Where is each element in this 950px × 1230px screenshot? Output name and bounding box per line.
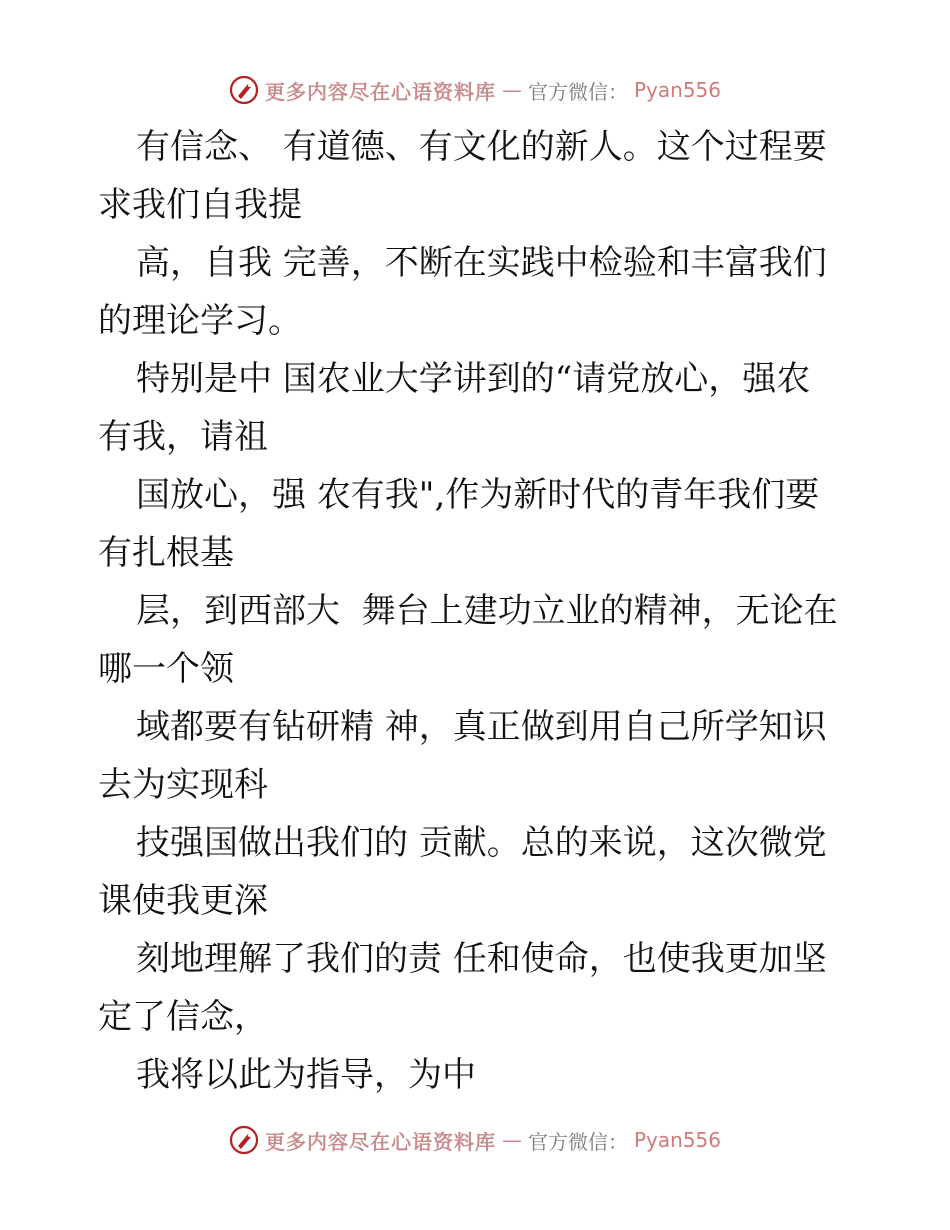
text-line: 定了信念，	[98, 997, 268, 1037]
text-line: 我将以此为指导，为中	[136, 1055, 476, 1095]
text-line: 层，到西部大 舞台上建功立业的精神，无论在	[136, 591, 838, 631]
text-line: 有我，请祖	[98, 417, 268, 457]
watermark-dash: —	[501, 1128, 522, 1152]
watermark-id: Pyan556	[633, 1128, 721, 1152]
pen-nib-circle-icon	[229, 75, 259, 105]
text-line: 去为实现科	[98, 765, 268, 805]
watermark-text: 更多内容尽在心语资料库	[264, 1129, 496, 1154]
footer-watermark	[0, 1120, 950, 1160]
text-line: 求我们自我提	[98, 185, 302, 225]
text-line: 哪一个领	[98, 649, 234, 689]
text-line: 国放心，强 农有我",作为新时代的青年我们要	[136, 475, 820, 515]
text-line: 高，自我 完善，不断在实践中检验和丰富我们	[136, 243, 827, 283]
header-watermark	[0, 70, 950, 110]
pen-nib-circle-icon	[229, 1125, 259, 1155]
watermark-dash: —	[501, 78, 522, 102]
watermark-id: Pyan556	[633, 78, 721, 102]
text-line: 刻地理解了我们的责 任和使命，也使我更加坚	[136, 939, 827, 979]
text-line: 有信念、 有道德、有文化的新人。这个过程要	[136, 127, 827, 167]
text-line: 特别是中 国农业大学讲到的“请党放心，强农	[136, 359, 811, 399]
watermark-label: 官方微信：	[527, 1129, 628, 1154]
text-line: 域都要有钻研精 神，真正做到用自己所学知识	[136, 707, 827, 747]
watermark-label: 官方微信：	[527, 79, 628, 104]
text-line: 课使我更深	[98, 881, 268, 921]
document-body	[98, 118, 858, 1104]
text-line: 的理论学习。	[98, 301, 302, 341]
text-line: 技强国做出我们的 贡献。总的来说，这次微党	[136, 823, 827, 863]
text-line: 有扎根基	[98, 533, 234, 573]
watermark-text: 更多内容尽在心语资料库	[264, 79, 496, 104]
